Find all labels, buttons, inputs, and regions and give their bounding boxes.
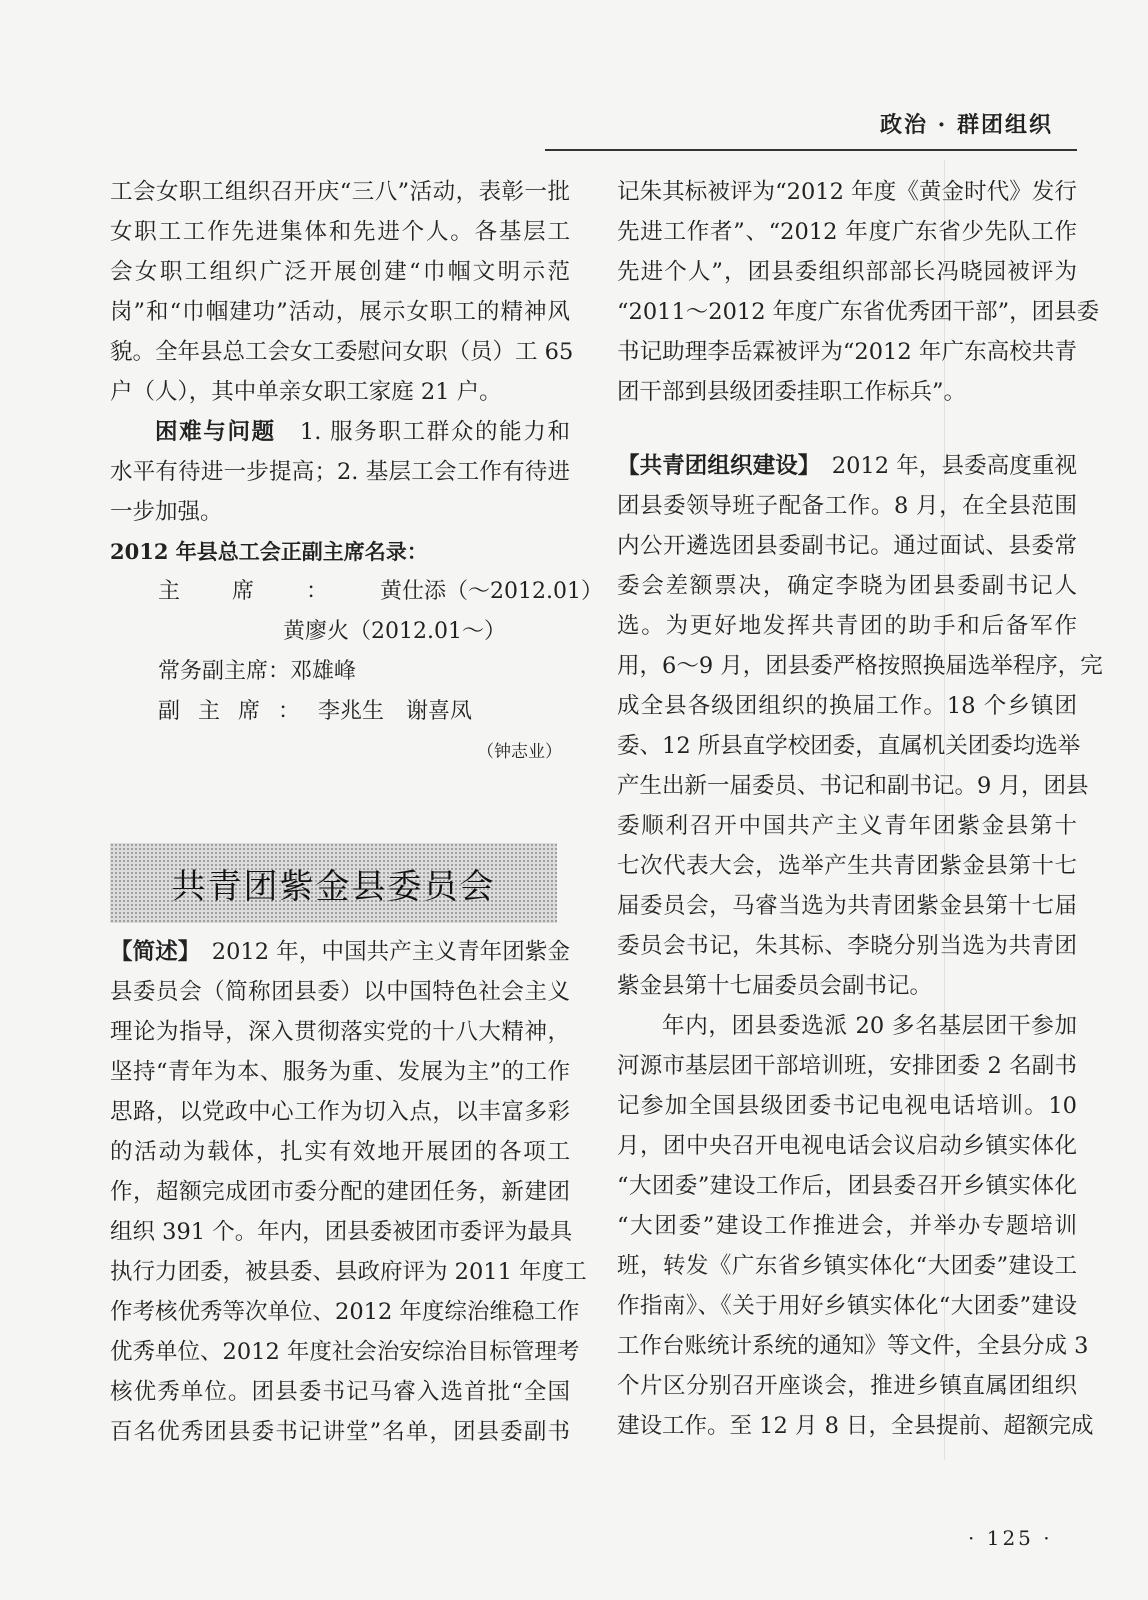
roster-row-chair: [110, 572, 603, 612]
text-line: 年内，团县委选派 20 多名基层团干参加: [662, 1013, 1077, 1039]
text-line: 书记助理李岳霖被评为“2012 年广东高校共青: [617, 339, 1077, 365]
text-line: 百名优秀团县委书记讲堂”名单，团县委副书: [110, 1419, 570, 1445]
left-column: [110, 172, 603, 772]
text-line: 岗”和“巾帼建功”活动，展示女职工的精神风: [110, 299, 570, 325]
org-first-line: [617, 446, 1077, 486]
text-line: 优秀单位、2012 年度社会治安综治目标管理考: [110, 1339, 580, 1365]
text-line: 工作台账统计系统的通知》等文件，全县分成 3: [617, 1333, 1089, 1359]
text-line: 女职工工作先进集体和先进个人。各基层工: [110, 219, 570, 245]
text-line: 七次代表大会，选举产生共青团紫金县第十七: [617, 853, 1077, 879]
intro-label: 【简述】: [110, 939, 190, 965]
section-banner-title: 共青团紫金县委员会: [171, 866, 496, 907]
text-line: 委会差额票决，确定李晓为团县委副书记人: [617, 573, 1077, 599]
text-line: 团县委领导班子配备工作。8 月，在全县范围: [617, 493, 1077, 519]
right-column: [617, 172, 1103, 1446]
text-line: 作指南》、《关于用好乡镇实体化“大团委”建设: [617, 1293, 1077, 1319]
author-credit: （钟志业）: [477, 742, 562, 762]
text-line: 团干部到县级团委挂职工作标兵”。: [617, 379, 967, 405]
text-line: 建设工作。至 12 月 8 日，全县提前、超额完成: [617, 1413, 1094, 1439]
text-line: 会女职工组织广泛开展创建“巾帼文明示范: [110, 259, 570, 285]
difficulty-label: 困难与问题: [155, 419, 276, 445]
text-line: 成全县各级团组织的换届工作。18 个乡镇团: [617, 693, 1077, 719]
text-line: 执行力团委，被县委、县政府评为 2011 年度工: [110, 1259, 587, 1285]
text-line: 用，6～9 月，团县委严格按照换届选举程序，完: [617, 653, 1103, 679]
roster-role: 主席：: [158, 579, 381, 604]
text-line: 坚持“青年为本、服务为重、发展为主”的工作: [110, 1059, 570, 1085]
text-line: 委员会书记，朱其标、李晓分别当选为共青团: [617, 933, 1077, 959]
text-line: 委顺利召开中国共产主义青年团紫金县第十: [617, 813, 1077, 839]
text-line: 组织 391 个。年内，团县委被团市委评为最具: [110, 1219, 573, 1245]
roster-role: 副主席：: [158, 699, 319, 724]
text-line: 作考核优秀等次单位、2012 年度综治维稳工作: [110, 1299, 580, 1325]
roster-role: 常务副主席：: [158, 659, 291, 684]
text-line: “大团委”建设工作推进会，并举办专题培训: [617, 1213, 1077, 1239]
text-line: 的活动为载体，扎实有效地开展团的各项工: [110, 1139, 570, 1165]
text-line: 理论为指导，深入贯彻落实党的十八大精神，: [110, 1019, 570, 1045]
roster-name: 邓雄峰: [290, 659, 357, 684]
intro-first-line: [110, 932, 570, 972]
text-line: 先进个人”，团县委组织部部长冯晓园被评为: [617, 259, 1077, 285]
text-line: 产生出新一届委员、书记和副书记。9 月，团县: [617, 773, 1089, 799]
section-banner: [110, 843, 557, 923]
roster-row-exec-vice: [110, 652, 570, 692]
roster-name: 黄仕添（～2012.01）: [380, 579, 603, 604]
text-line: 班，转发《广东省乡镇实体化“大团委”建设工: [617, 1253, 1077, 1279]
text-line: 内公开遴选团县委副书记。通过面试、县委常: [617, 533, 1077, 559]
left-column-intro: [110, 932, 587, 1452]
text-line: 先进工作者”、“2012 年度广东省少先队工作: [617, 219, 1077, 245]
text-line: 一步加强。: [110, 499, 223, 525]
roster-row-chair-2: [110, 612, 570, 652]
text-line: 县委员会（简称团县委）以中国特色社会主义: [110, 979, 570, 1005]
text-line: 月，团中央召开电视电话会议启动乡镇实体化: [617, 1133, 1077, 1159]
org-text: 2012 年，县委高度重视: [809, 453, 1077, 479]
text-line: 委、12 所县直学校团委，直属机关团委均选举: [617, 733, 1081, 759]
roster-name: 黄廖火（2012.01～）: [283, 619, 506, 644]
difficulty-paragraph-start: [110, 412, 570, 452]
running-header: 政治 · 群团组织: [880, 112, 1053, 138]
org-label: 【共青团组织建设】: [617, 453, 810, 479]
text-line: 核优秀单位。团县委书记马睿入选首批“全国: [110, 1379, 570, 1405]
text-line: 户（人），其中单亲女职工家庭 21 户。: [110, 379, 502, 405]
text-line: 作，超额完成团市委分配的建团任务，新建团: [110, 1179, 570, 1205]
text-line: 记朱其标被评为“2012 年度《黄金时代》发行: [617, 179, 1077, 205]
text-line: 选。为更好地发挥共青团的助手和后备军作: [617, 613, 1077, 639]
text-line: 紫金县第十七届委员会副书记。: [617, 973, 933, 999]
text-line: 记参加全国县级团委书记电视电话培训。10: [617, 1093, 1077, 1119]
text-line: 思路，以党政中心工作为切入点，以丰富多彩: [110, 1099, 570, 1125]
text-line: 工会女职工组织召开庆“三八”活动，表彰一批: [110, 179, 570, 205]
roster-row-vice: [110, 692, 570, 732]
page-number: · 125 ·: [968, 1526, 1053, 1550]
text-line: “2011～2012 年度广东省优秀团干部”，团县委: [617, 299, 1100, 325]
text-line: 河源市基层团干部培训班，安排团委 2 名副书: [617, 1053, 1077, 1079]
text-line: 届委员会，马睿当选为共青团紫金县第十七届: [617, 893, 1077, 919]
text-line: 水平有待进一步提高；2. 基层工会工作有待进: [110, 459, 570, 485]
roster-title: 2012 年县总工会正副主席名录：: [110, 539, 428, 564]
roster-name: 李兆生 谢喜凤: [318, 699, 473, 724]
difficulty-text: 1. 服务职工群众的能力和: [299, 419, 570, 445]
header-rule: [545, 149, 1077, 151]
text-line: “大团委”建设工作后，团县委召开乡镇实体化: [617, 1173, 1077, 1199]
paragraph-gap: [617, 412, 1077, 446]
intro-text: 2012 年，中国共产主义青年团紫金: [189, 939, 570, 965]
text-line: 个片区分别召开座谈会，推进乡镇直属团组织: [617, 1373, 1077, 1399]
text-line: 貌。全年县总工会女工委慰问女职（员）工 65: [110, 339, 574, 365]
